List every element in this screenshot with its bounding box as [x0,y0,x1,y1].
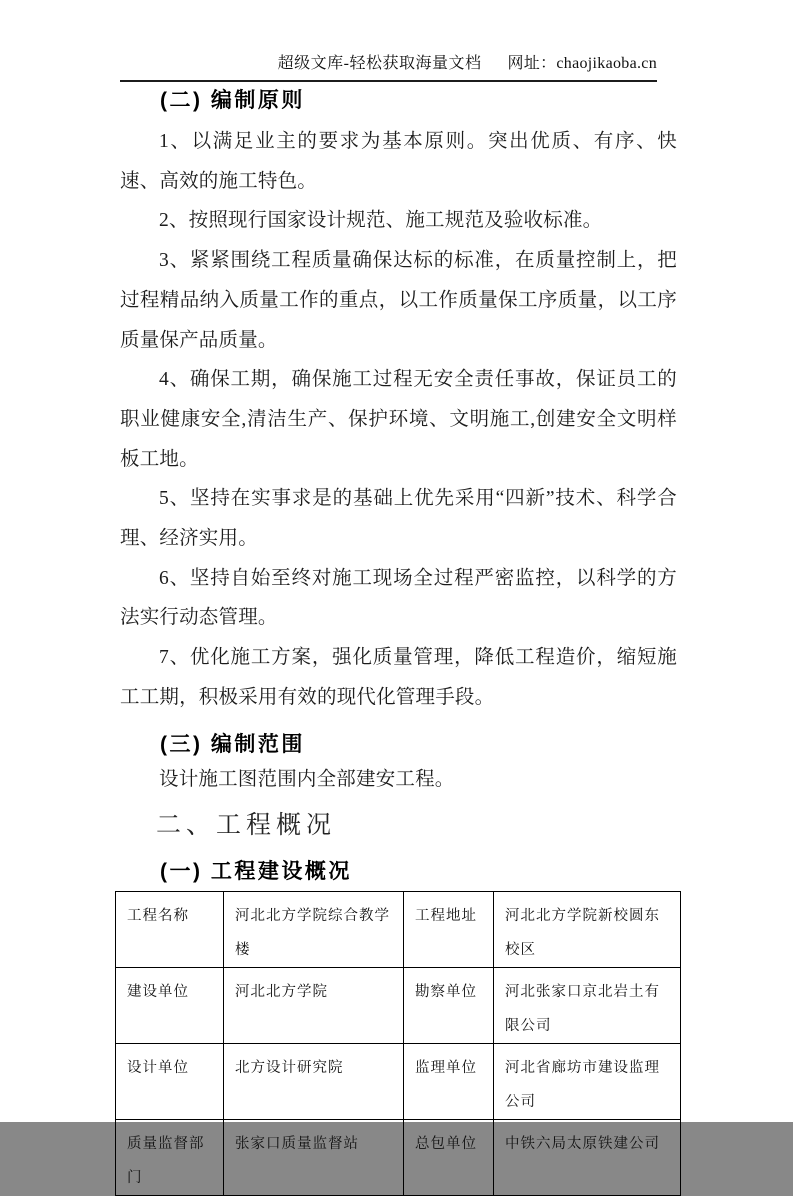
principle-paragraph-7: 7、优化施工方案，强化质量管理，降低工程造价，缩短施工工期，积极采用有效的现代化管理手段。 [120,647,677,708]
principle-paragraph-1: 1、以满足业主的要求为基本原则。突出优质、有序、快速、高效的施工特色。 [120,131,677,192]
principle-paragraph-3: 3、紧紧围绕工程质量确保达标的标准，在质量控制上，把过程精品纳入质量工作的重点，以工作质量保工序质量，以工序质量保产品质量。 [120,250,677,351]
header-site-url: 网址：chaojikaoba.cn [507,55,657,72]
cell-survey-unit-label: 勘察单位 [404,968,494,1044]
heading-compilation-scope: (三) 编制范围 [160,732,305,756]
cell-construction-unit-value: 河北北方学院 [224,968,404,1044]
cell-project-name-value: 河北北方学院综合教学楼 [224,892,404,968]
table-row-quality-supervision [116,1120,681,1196]
heading-project-overview-chapter: 二、工程概况 [156,812,337,840]
scope-paragraph: 设计施工图范围内全部建安工程。 [159,768,455,790]
heading-compilation-principles: (二) 编制原则 [160,89,305,112]
cell-design-unit-label: 设计单位 [116,1044,224,1120]
page-header [120,50,657,82]
cell-project-address-label: 工程地址 [404,892,494,968]
cell-project-name-label: 工程名称 [116,892,224,968]
table-row-design-unit [116,1044,681,1120]
cell-quality-dept-value: 张家口质量监督站 [224,1120,404,1196]
cell-supervision-unit-label: 监理单位 [404,1044,494,1120]
document-content [120,86,677,1196]
principle-paragraph-2: 2、按照现行国家设计规范、施工规范及验收标准。 [159,210,603,232]
cell-construction-unit-label: 建设单位 [116,968,224,1044]
cell-general-contractor-label: 总包单位 [404,1120,494,1196]
cell-project-address-value: 河北北方学院新校圆东校区 [494,892,681,968]
header-site-label: 超级文库-轻松获取海量文档 [277,55,482,72]
table-row-construction-unit [116,968,681,1044]
cell-design-unit-value: 北方设计研究院 [224,1044,404,1120]
principle-paragraph-6: 6、坚持自始至终对施工现场全过程严密监控，以科学的方法实行动态管理。 [120,567,677,629]
principle-paragraph-4: 4、确保工期，确保施工过程无安全责任事故，保证员工的职业健康安全,清洁生产、保护环境、文明施工,创建安全文明样板工地。 [120,369,677,470]
cell-survey-unit-value: 河北张家口京北岩土有限公司 [494,968,681,1044]
table-row-project-name [116,892,681,968]
cell-supervision-unit-value: 河北省廊坊市建设监理公司 [494,1044,681,1120]
cell-quality-dept-label: 质量监督部门 [116,1120,224,1196]
project-info-table [115,891,681,1196]
heading-project-construction-overview: (一) 工程建设概况 [160,860,352,884]
principle-paragraph-5: 5、坚持在实事求是的基础上优先采用“四新”技术、科学合理、经济实用。 [120,488,677,550]
principles-paragraphs [120,122,677,718]
cell-general-contractor-value: 中铁六局太原铁建公司 [494,1120,681,1196]
